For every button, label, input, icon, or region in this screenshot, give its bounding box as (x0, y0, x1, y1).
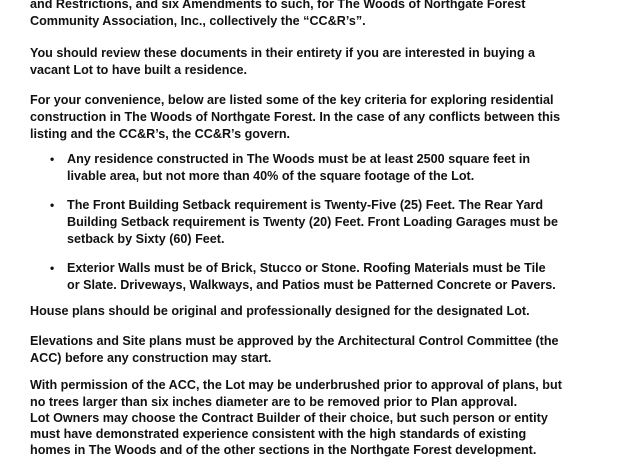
elevations-line-1: Elevations and Site plans must be approved by the Architectural Control Committee (the (30, 334, 559, 348)
bullet-icon: • (50, 198, 55, 212)
underbrush-line-1: With permission of the ACC, the Lot may be underbrushed prior to approval of plans, but (30, 378, 562, 392)
criteria-size-line-2: livable area, but not more than 40% of the square footage of the Lot. (67, 169, 475, 183)
builders-line-3: homes in The Woods and of the other sections in the Northgate Forest development. (30, 443, 537, 457)
review-line-1: You should review these documents in their entirety if you are interested in buying a (30, 46, 536, 60)
intro-line-2: Community Association, Inc., collectively the “CC&R’s”. (30, 14, 366, 28)
criteria-materials-line-2: or Slate. Driveways, Walkways, and Patios must be Patterned Concrete or Pavers. (67, 278, 556, 292)
criteria-size-line-1: Any residence constructed in The Woods must be at least 2500 square feet in (67, 152, 531, 166)
bullet-icon: • (50, 152, 55, 166)
review-line-2: vacant Lot to have built a residence. (30, 63, 247, 77)
house-plans-line-1: House plans should be original and professionally designed for the designated Lot. (30, 304, 530, 318)
criteria-setback-line-2: Building Setback requirement is Twenty (20) Feet. Front Loading Garages must be (67, 215, 559, 229)
builders-line-1: Lot Owners may choose the Contract Builder of their choice, but such person or entity (30, 411, 548, 425)
criteria-materials-line-1: Exterior Walls must be of Brick, Stucco or Stone. Roofing Materials must be Tile (67, 261, 546, 275)
underbrush-line-2: no trees larger than six inches diameter are to be removed prior to Plan approval. (30, 395, 518, 409)
criteria-setback-line-1: The Front Building Setback requirement is Twenty-Five (25) Feet. The Rear Yard (67, 198, 544, 212)
bullet-icon: • (50, 261, 55, 275)
builders-line-2: must have demonstrated experience consistent with the high standards of existing (30, 427, 527, 441)
convenience-line-3: listing and the CC&R’s, the CC&R’s govern. (30, 127, 291, 141)
intro-line-1: and Restrictions, and six Amendments to such, for The Woods of Northgate Forest (30, 0, 526, 11)
criteria-setback-line-3: setback by Sixty (60) Feet. (67, 232, 225, 246)
elevations-line-2: ACC) before any construction may start. (30, 351, 272, 365)
convenience-line-1: For your convenience, below are listed some of the key criteria for exploring residential (30, 93, 554, 107)
convenience-line-2: construction in The Woods of Northgate Forest. In the case of any conflicts between this (30, 110, 561, 124)
